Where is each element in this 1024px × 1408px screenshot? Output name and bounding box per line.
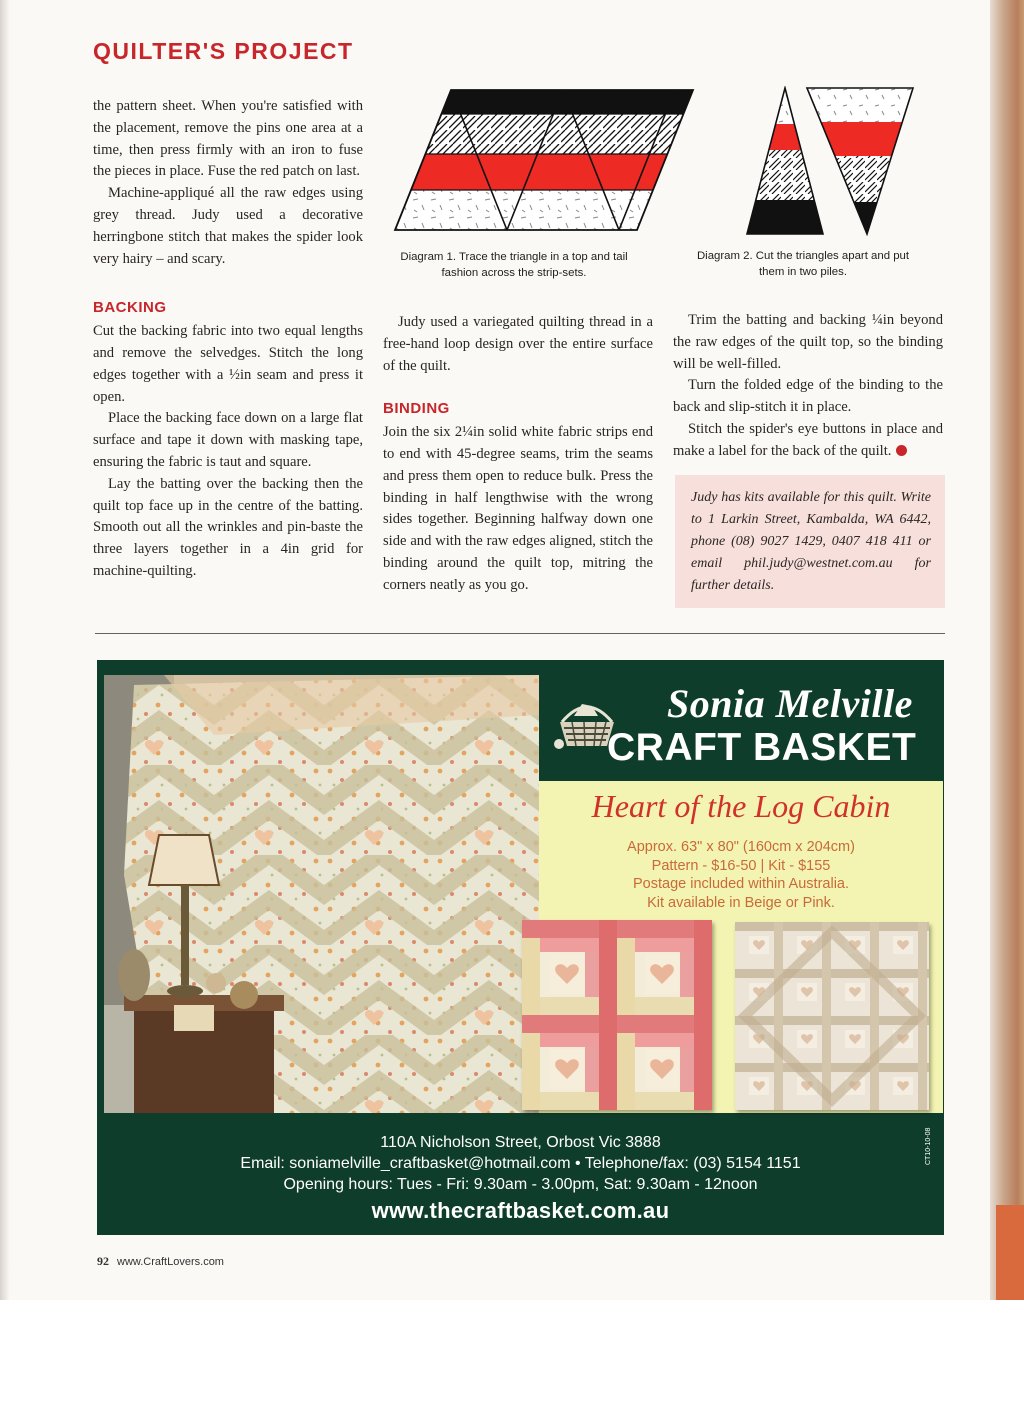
beige-log-cabin-image [735, 922, 929, 1110]
page-number: 92 [97, 1254, 109, 1268]
beige-quilt-swatch [735, 922, 929, 1110]
page-footer [97, 1254, 224, 1269]
store-contact: Email: soniamelville_craftbasket@hotmail.com • Telephone/fax: (03) 5154 1151 [240, 1155, 801, 1172]
paragraph: Machine-appliqué all the raw edges using grey thread. Judy used a decorative herringbone stitch that makes the spider look very hairy – and scary. [93, 185, 363, 267]
store-website[interactable]: www.thecraftbasket.com.au [371, 1198, 670, 1223]
closing-text: Stitch the spider's eye buttons in place and make a label for the back of the quilt. [673, 420, 943, 459]
paragraph [673, 419, 943, 463]
paragraph: Cut the backing fabric into two equal lengths and remove the selvedges. Stitch the long edges together with a ½in seam and press it open. [93, 323, 363, 405]
product-price: Pattern - $16-50 | Kit - $155 [651, 857, 831, 874]
brand-main-name: CRAFT BASKET [607, 726, 917, 769]
store-hours: Opening hours: Tues - Fri: 9.30am - 3.00pm, Sat: 9.30am - 12noon [283, 1176, 758, 1193]
pink-quilt-swatch [522, 920, 712, 1110]
footer-url[interactable]: www.CraftLovers.com [117, 1256, 224, 1268]
end-of-article-dot [896, 445, 907, 456]
product-size: Approx. 63" x 80" (160cm x 204cm) [627, 839, 855, 855]
paragraph: Trim the batting and backing ¼in beyond the raw edges of the quilt top, so the binding will be well-filled. [673, 312, 943, 372]
page-spine-shadow [0, 0, 10, 1300]
craft-basket-advert [97, 660, 944, 1235]
pink-log-cabin-image [522, 920, 712, 1110]
section-title: QUILTER'S PROJECT [93, 38, 354, 64]
paragraph: Join the six 2¼in solid white fabric strips end to end with 45-degree seams, trim the seams and press them open to reduce bulk. Press the binding in half lengthwise with the wrong sides together. Beginning halfway down one side and with the raw edges aligned, stitch the binding around the quilt top, mitring the corners neatly as you go. [383, 424, 653, 593]
text-column-1 [93, 96, 363, 583]
quilt-photo-illustration [104, 675, 539, 1113]
store-address: 110A Nicholson Street, Orbost Vic 3888 [380, 1134, 661, 1151]
diagram-1-strip-sets [393, 88, 695, 232]
paragraph: Judy used a variegated quilting thread in a free-hand loop design over the entire surface of the quilt. [383, 314, 653, 374]
brand-script-name: Sonia Melville [667, 681, 913, 726]
ad-code: CT10-10-08 [925, 1127, 932, 1165]
text-column-2 [383, 312, 653, 597]
diagram-2-cut-triangles [745, 86, 930, 236]
next-page-edge [990, 0, 1024, 1300]
product-title: Heart of the Log Cabin [591, 788, 891, 824]
contact-block [97, 1132, 944, 1195]
heading-binding: BINDING [383, 400, 450, 418]
kit-info-box [675, 475, 945, 608]
diagram-1-caption: Diagram 1. Trace the triangle in a top and tail fashion across the strip-sets. [400, 251, 628, 279]
product-postage: Postage included within Australia. [632, 876, 850, 892]
paragraph: Turn the folded edge of the binding to the back and slip-stitch it in place. [673, 377, 943, 416]
text-column-3 [673, 310, 943, 463]
kit-info-text: Judy has kits available for this quilt. Write to 1 Larkin Street, Kambalda, WA 6442, phone (08) 9027 1429, 0407 418 411 or email phil.judy@westnet.com.au for further details. [691, 490, 931, 593]
section-divider [95, 633, 945, 634]
paragraph: Place the backing face down on a large flat surface and tape it down with masking tape, ensuring the fabric is taut and square. [93, 410, 363, 470]
product-details [539, 838, 943, 912]
heading-backing: BACKING [93, 299, 167, 317]
paragraph: the pattern sheet. When you're satisfied with the placement, remove the pins one area at a time, then press firmly with an iron to fuse the pieces in place. Fuse the red patch on last. [93, 98, 363, 180]
paragraph: Lay the batting over the backing then the quilt top face up in the centre of the batting. Smooth out all the wrinkles and pin-baste the three layers together in a 4in grid for machine-quilting. [93, 475, 363, 579]
product-colours: Kit available in Beige or Pink. [647, 894, 835, 911]
diagram-2-caption: Diagram 2. Cut the triangles apart and put them in two piles. [696, 250, 910, 278]
quilt-room-photo [104, 675, 539, 1113]
